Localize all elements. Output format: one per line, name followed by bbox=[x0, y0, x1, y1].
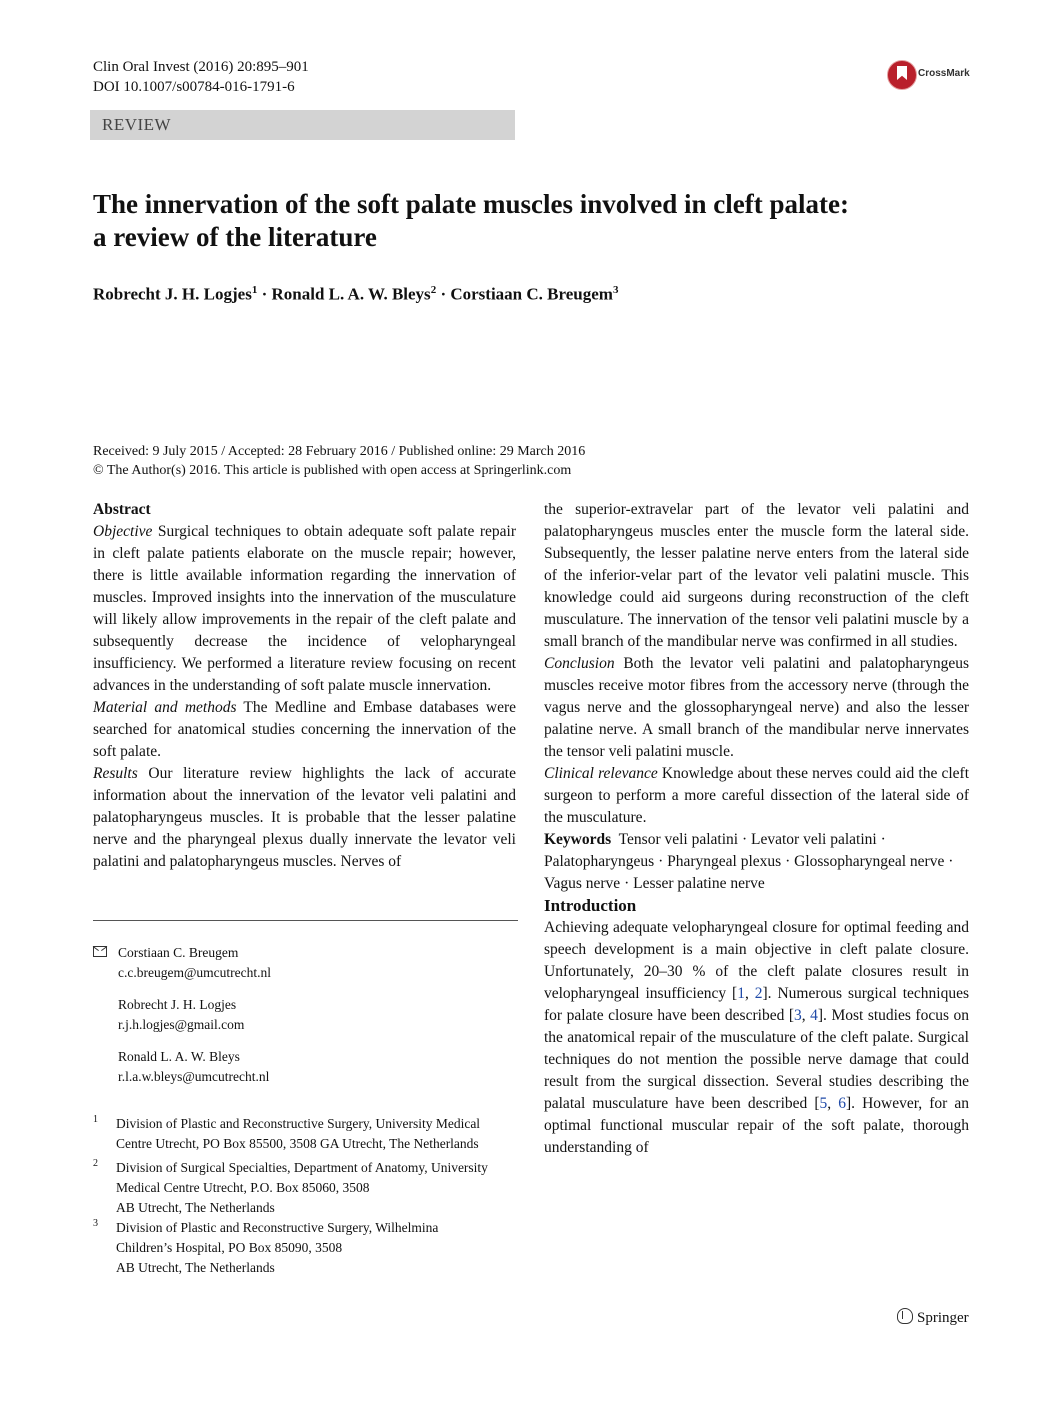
results-text: Our literature review highlights the lack of accurate information about the innervation of the levator veli palatini and palatopharyngeus muscles. It is probable that the lesser palatine nerve and the pharyngeal plexus dually innervate the levator veli palatini and palatopharyngeus muscles. Nerves of bbox=[93, 765, 516, 870]
introduction-paragraph bbox=[544, 917, 969, 1159]
author-separator: · bbox=[261, 284, 268, 304]
abstract-conclusion bbox=[544, 653, 969, 763]
affiliation-line: Division of Surgical Specialties, Department of Anatomy, University bbox=[116, 1160, 488, 1175]
crossmark-icon bbox=[887, 60, 917, 90]
affiliation-number: 2 bbox=[93, 1158, 98, 1169]
abstract-methods bbox=[93, 697, 516, 763]
keyword: Levator veli palatini bbox=[751, 831, 877, 848]
keywords: Keywords Tensor veli palatini · Levator veli palatini · Palatopharyngeus · Pharyngeal plexus · Glossopharyngeal nerve · Vagus nerve · Lesser palatine nerve bbox=[544, 831, 954, 892]
contact-name: Ronald L. A. W. Bleys bbox=[118, 1049, 240, 1064]
abstract-results bbox=[93, 763, 516, 873]
objective-text: Surgical techniques to obtain adequate soft palate repair in cleft palate patients elaborate on the muscle repair; however, there is little available information regarding the innervation of muscles. Improved insights into the innervation of the musculature will likely allow improvements in the repair of the cleft palate and subsequently decrease the incidence of velopharyngeal insufficiency. We performed a literature review focusing on recent advances in the understanding of soft palate muscle innervation. bbox=[93, 523, 516, 694]
citation-separator: , bbox=[744, 985, 755, 1002]
citation-link[interactable]: 6 bbox=[838, 1095, 846, 1112]
contact-name: Corstiaan C. Breugem bbox=[118, 945, 239, 960]
author-affiliation-number: 1 bbox=[251, 284, 258, 296]
publisher-logo bbox=[897, 1308, 969, 1327]
publisher-name: Springer bbox=[917, 1310, 969, 1326]
introduction-heading: Introduction bbox=[544, 896, 637, 915]
intro-text: ]. Numerous surgical techniques for palate closure have been described [ bbox=[544, 985, 969, 1024]
title-line-2: a review of the literature bbox=[93, 222, 377, 252]
methods-text: The Medline and Embase databases were searched for anatomical studies concerning the innervation of the soft palate. bbox=[93, 699, 517, 760]
keyword: Pharyngeal plexus bbox=[667, 853, 782, 870]
citation-link[interactable]: 1 bbox=[737, 985, 745, 1002]
affiliation bbox=[93, 1158, 523, 1218]
methods-label: Material and methods bbox=[93, 699, 237, 716]
footnote-divider bbox=[93, 920, 518, 921]
author-name: Corstiaan C. Breugem bbox=[450, 284, 613, 304]
abstract-objective bbox=[93, 521, 516, 697]
affiliation-line: AB Utrecht, The Netherlands bbox=[116, 1260, 275, 1275]
citation-link[interactable]: 4 bbox=[810, 1007, 818, 1024]
keyword: Vagus nerve bbox=[544, 875, 621, 892]
affiliation-number: 1 bbox=[93, 1114, 98, 1125]
citation-separator: , bbox=[827, 1095, 839, 1112]
contact-email[interactable]: c.c.breugem@umcutrecht.nl bbox=[118, 965, 271, 980]
right-column bbox=[544, 499, 969, 1159]
citation-link[interactable]: 2 bbox=[754, 985, 763, 1002]
contact-block bbox=[93, 943, 523, 1087]
citation-link[interactable]: 3 bbox=[794, 1007, 802, 1024]
author-separator: · bbox=[440, 284, 447, 304]
title-line-1: The innervation of the soft palate muscles involved in cleft palate: bbox=[93, 189, 849, 219]
relevance-label: Clinical relevance bbox=[544, 765, 658, 782]
corresponding-author bbox=[93, 943, 523, 983]
left-column bbox=[93, 499, 516, 873]
author-affiliation-number: 2 bbox=[430, 284, 437, 296]
keyword: Glossopharyngeal nerve bbox=[794, 853, 945, 870]
doi: DOI 10.1007/s00784-016-1791-6 bbox=[93, 79, 295, 95]
springer-horse-icon bbox=[897, 1308, 913, 1324]
author-list bbox=[93, 284, 618, 305]
objective-label: Objective bbox=[93, 523, 153, 540]
author-name: Ronald L. A. W. Bleys bbox=[271, 284, 431, 304]
keyword: Lesser palatine nerve bbox=[633, 875, 765, 892]
affiliation-line: Division of Plastic and Reconstructive Surgery, Wilhelmina bbox=[116, 1220, 439, 1235]
affiliation-line: Medical Centre Utrecht, P.O. Box 85060, 3508 bbox=[116, 1180, 370, 1195]
crossmark-label: CrossMark bbox=[918, 68, 970, 79]
abstract-heading: Abstract bbox=[93, 501, 151, 518]
results-continued: the superior-extravelar part of the levator veli palatini and palatopharyngeus muscles enter the muscle form the lateral side. Subsequently, the lesser palatine nerve enters from the lateral side of the inferior-velar part of the levator veli palatini muscle. This knowledge could aid surgeons during reconstruction of the cleft musculature. The innervation of the tensor veli palatini muscle by a small branch of the mandibular nerve was confirmed in all studies. bbox=[544, 501, 969, 650]
citation-link[interactable]: 5 bbox=[819, 1095, 828, 1112]
contact-email[interactable]: r.j.h.logjes@gmail.com bbox=[118, 1017, 245, 1032]
section-label: REVIEW bbox=[102, 115, 172, 134]
dates-line: Received: 9 July 2015 / Accepted: 28 February 2016 / Published online: 29 March 2016 bbox=[93, 444, 586, 459]
results-label: Results bbox=[93, 765, 138, 782]
keyword: Palatopharyngeus bbox=[544, 853, 655, 870]
intro-text: Achieving adequate velopharyngeal closure for optimal feeding and speech development is a main objective in cleft palate closure. Unfortunately, 20–30 % of the cleft palate closures result in velopharyngeal insufficiency [ bbox=[544, 919, 969, 1002]
intro-text: ]. Most studies focus on the anatomical repair of the musculature of the cleft palate. Surgical techniques do not mention the possible nerve damage that could result from the surgical dissection. Several studies describing the palatal musculature have been described [ bbox=[544, 1007, 969, 1112]
affiliation-line: Centre Utrecht, PO Box 85500, 3508 GA Utrecht, The Netherlands bbox=[116, 1136, 479, 1151]
coauthor-contact bbox=[93, 995, 523, 1035]
envelope-icon bbox=[93, 946, 107, 957]
copyright-line: © The Author(s) 2016. This article is published with open access at Springerlink.com bbox=[93, 463, 572, 478]
author-affiliation-number: 3 bbox=[612, 284, 619, 296]
contact-email[interactable]: r.l.a.w.bleys@umcutrecht.nl bbox=[118, 1069, 270, 1084]
keyword: Tensor veli palatini bbox=[618, 831, 739, 848]
publication-dates bbox=[93, 442, 585, 480]
abstract-relevance bbox=[544, 763, 969, 829]
contact-name: Robrecht J. H. Logjes bbox=[118, 997, 237, 1012]
article-title bbox=[93, 188, 973, 254]
citation-separator: , bbox=[801, 1007, 811, 1024]
affiliation bbox=[93, 1218, 523, 1278]
relevance-text: Knowledge about these nerves could aid the cleft surgeon to perform a more careful dissection of the lateral side of the musculature. bbox=[544, 765, 970, 826]
keywords-label: Keywords bbox=[544, 831, 612, 848]
affiliation bbox=[93, 1114, 523, 1154]
affiliation-line: Division of Plastic and Reconstructive Surgery, University Medical bbox=[116, 1116, 481, 1131]
conclusion-label: Conclusion bbox=[544, 655, 615, 672]
affiliation-line: AB Utrecht, The Netherlands bbox=[116, 1200, 275, 1215]
section-label-bar bbox=[90, 110, 515, 140]
coauthor-contact bbox=[93, 1047, 523, 1087]
crossmark-badge[interactable] bbox=[887, 60, 977, 90]
author-name: Robrecht J. H. Logjes bbox=[93, 284, 252, 304]
affiliation-number: 3 bbox=[93, 1218, 98, 1229]
journal-citation: Clin Oral Invest (2016) 20:895–901 bbox=[93, 59, 309, 75]
conclusion-text: Both the levator veli palatini and palatopharyngeus muscles receive motor fibres from the accessory nerve (through the vagus nerve and the glossopharyngeal nerve) and also the lesser palatine nerve. A small branch of the mandibular nerve innervates the tensor veli palatini muscle. bbox=[544, 655, 970, 760]
affiliation-line: Children’s Hospital, PO Box 85090, 3508 bbox=[116, 1240, 343, 1255]
intro-text: ]. However, for an optimal functional muscular repair of the soft palate, thorough understanding of bbox=[544, 1095, 969, 1156]
